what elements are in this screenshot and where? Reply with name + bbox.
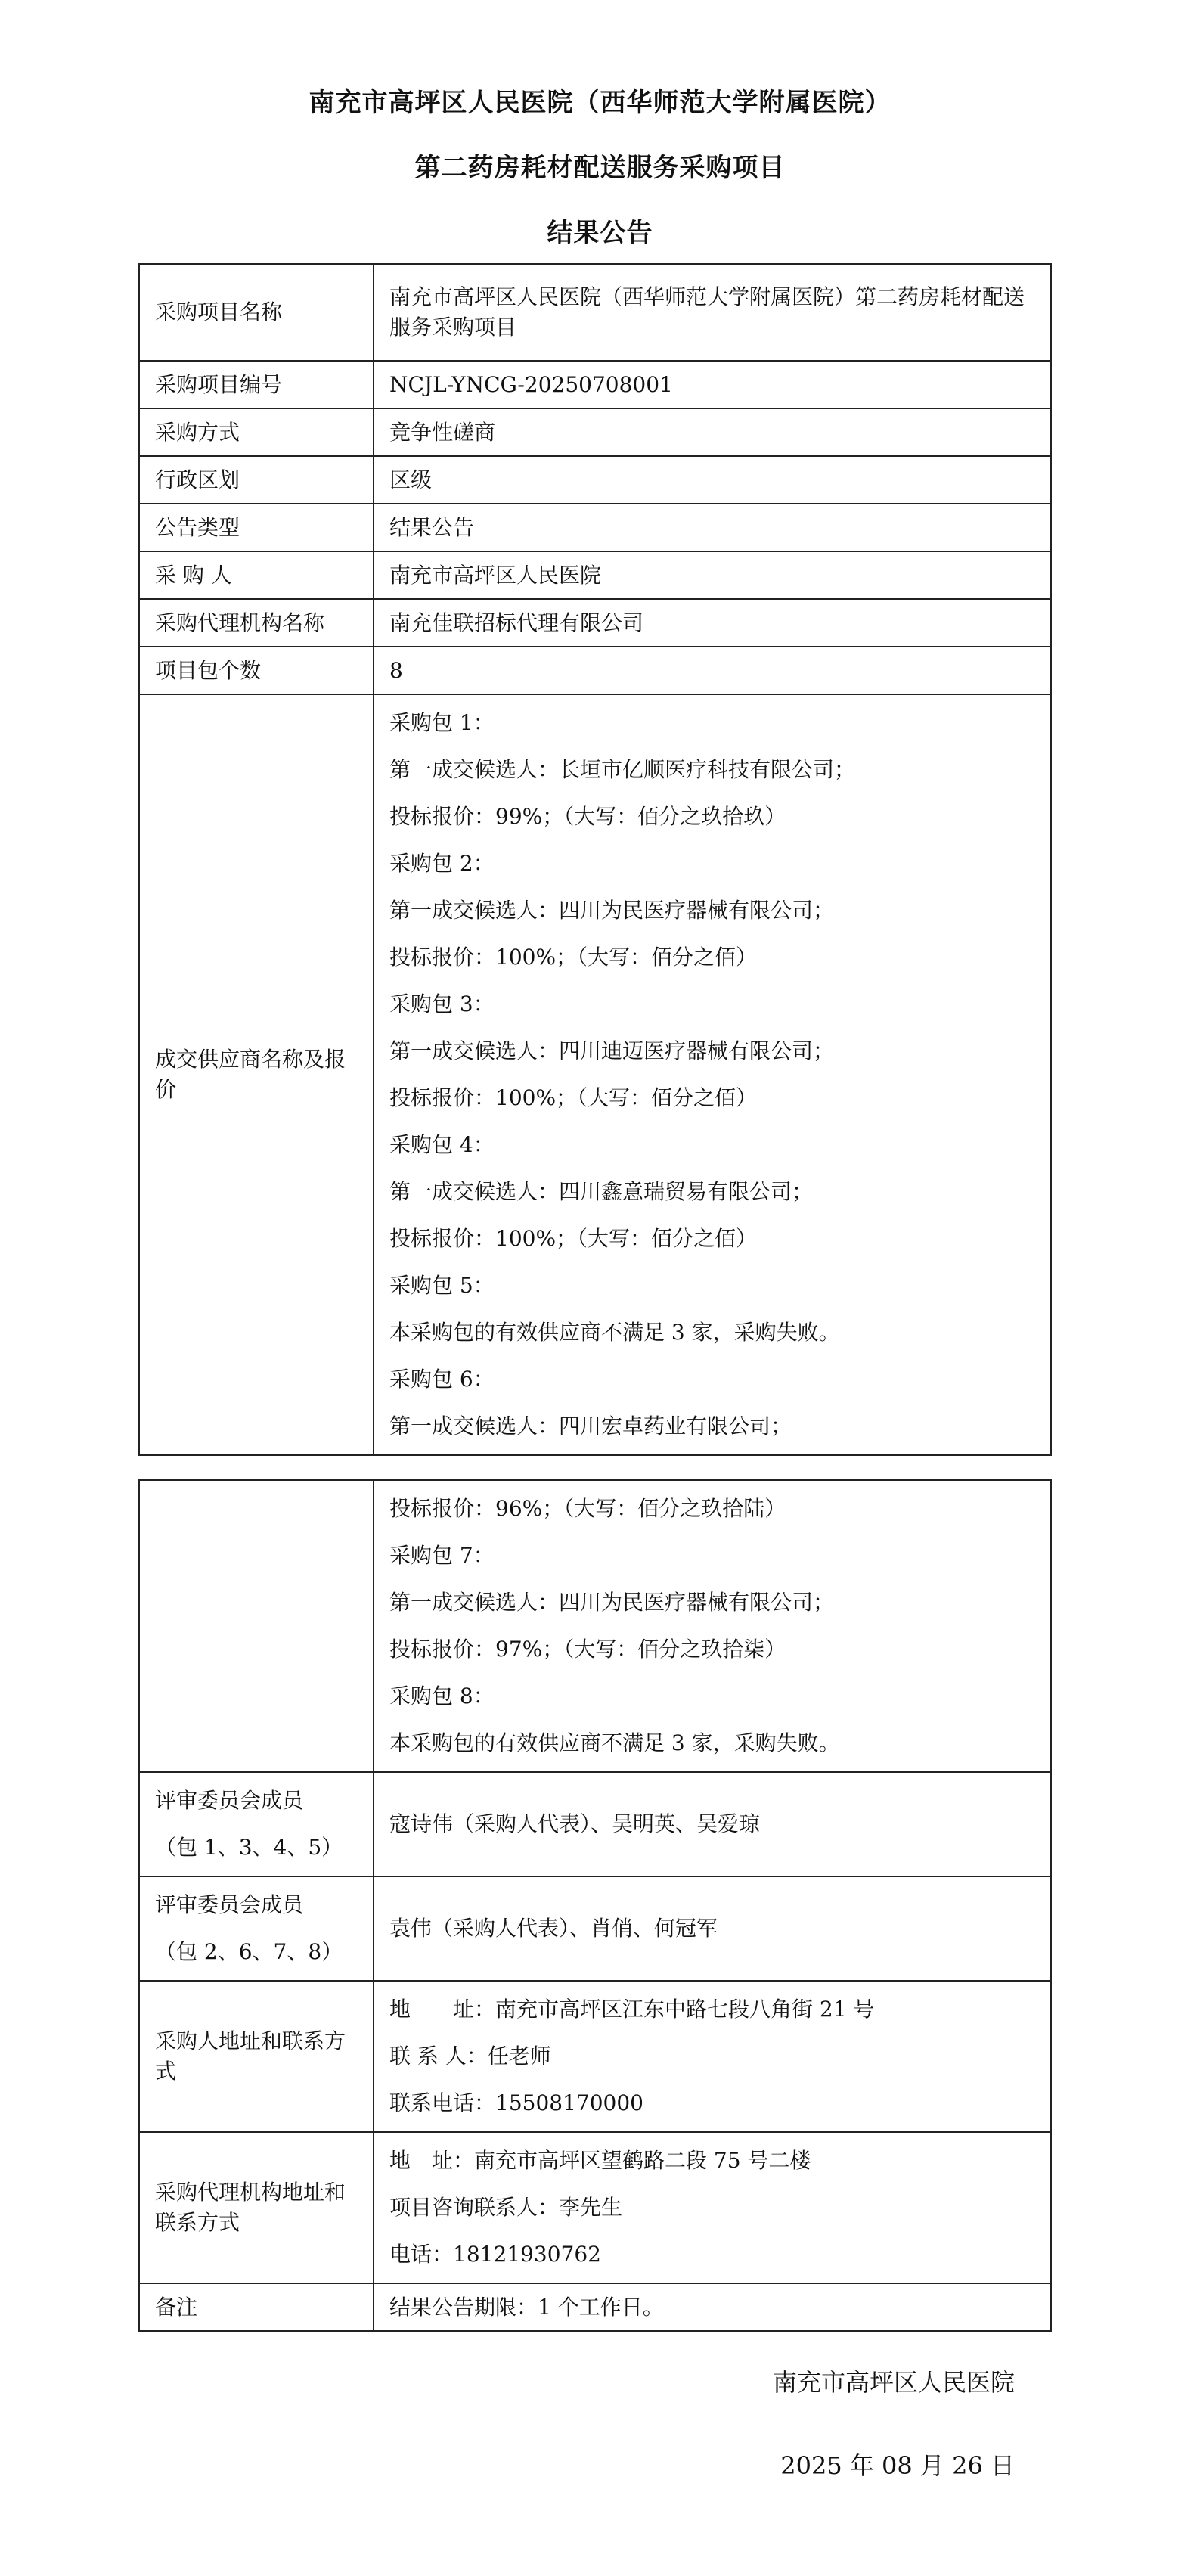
table-row: [139, 1981, 1051, 2132]
notice-type-label: 公告类型: [139, 504, 374, 551]
table-row: [139, 1480, 1051, 1772]
notice-type-value: 结果公告: [374, 504, 1051, 551]
supplier-line: 第一成交候选人：四川迪迈医疗器械有限公司；: [389, 1038, 835, 1063]
supplier-line: 采购包 7：: [389, 1543, 495, 1568]
method-label: 采购方式: [139, 408, 374, 456]
supplier-line: 投标报价：100%；（大写：佰分之佰）: [389, 945, 758, 970]
committee-1-label-title: 评审委员会成员: [155, 1788, 304, 1813]
supplier-line: 本采购包的有效供应商不满足 3 家，采购失败。: [389, 1730, 840, 1755]
supplier-line: 采购包 3：: [389, 992, 495, 1016]
table-row: [139, 551, 1051, 599]
agency-contact-person: 项目咨询联系人：李先生: [389, 2195, 623, 2220]
supplier-line: 第一成交候选人：长垣市亿顺医疗科技有限公司；: [389, 757, 856, 782]
supplier-line: 采购包 4：: [389, 1132, 495, 1157]
table-row: [139, 361, 1051, 408]
region-label: 行政区划: [139, 456, 374, 504]
committee-1-value: 寇诗伟（采购人代表）、吴明英、吴爱琼: [374, 1772, 1051, 1876]
issuer-signature: 南充市高坪区人民医院: [772, 2368, 1015, 2397]
table-row: [139, 599, 1051, 647]
supplier-line: 投标报价：97%；（大写：佰分之玖拾柒）: [389, 1637, 786, 1662]
agency-phone: 电话：18121930762: [389, 2242, 601, 2267]
supplier-line: 投标报价：99%；（大写：佰分之玖拾玖）: [389, 804, 786, 829]
supplier-line: 第一成交候选人：四川鑫意瑞贸易有限公司；: [389, 1179, 814, 1204]
purchaser-contact-value: [374, 1981, 1051, 2132]
purchaser-label: 采 购 人: [139, 551, 374, 599]
project-no-label: 采购项目编号: [139, 361, 374, 408]
package-count-value: 8: [374, 647, 1051, 694]
agency-label: 采购代理机构名称: [139, 599, 374, 647]
document-title-line2: 第二药房耗材配送服务采购项目: [414, 153, 786, 183]
table-row: [139, 456, 1051, 504]
project-no-value: NCJL-YNCG-20250708001: [374, 361, 1051, 408]
table-row: [139, 2132, 1051, 2283]
purchaser-address: 地 址：南充市高坪区江东中路七段八角街 21 号: [389, 1997, 875, 2022]
remark-value: 结果公告期限：1 个工作日。: [374, 2283, 1051, 2331]
supplier-line: 采购包 1：: [389, 710, 495, 735]
supplier-line: 采购包 6：: [389, 1367, 495, 1392]
supplier-line: 第一成交候选人：四川宏卓药业有限公司；: [389, 1414, 792, 1439]
table-row: [139, 504, 1051, 551]
announcement-table-part2: [138, 1479, 1052, 2332]
agency-address: 地 址：南充市高坪区望鹤路二段 75 号二楼: [389, 2148, 811, 2173]
supplier-label: 成交供应商名称及报价: [139, 694, 374, 1455]
supplier-line: 第一成交候选人：四川为民医疗器械有限公司；: [389, 1590, 835, 1615]
supplier-line: 投标报价：96%；（大写：佰分之玖拾陆）: [389, 1496, 786, 1521]
supplier-line: 采购包 2：: [389, 851, 495, 876]
committee-2-label: [139, 1876, 374, 1981]
table-row: [139, 694, 1051, 1455]
project-name-label: 采购项目名称: [139, 264, 374, 361]
table-row: [139, 264, 1051, 361]
region-value: 区级: [374, 456, 1051, 504]
agency-value: 南充佳联招标代理有限公司: [374, 599, 1051, 647]
announcement-table-part1: [138, 263, 1052, 1456]
table-row: [139, 2283, 1051, 2331]
agency-contact-value: [374, 2132, 1051, 2283]
committee-2-label-packages: （包 2、6、7、8）: [155, 1939, 343, 1964]
purchaser-contact-label: 采购人地址和联系方式: [139, 1981, 374, 2132]
document-title-line3: 结果公告: [547, 218, 653, 248]
committee-1-label-packages: （包 1、3、4、5）: [155, 1835, 343, 1860]
purchaser-contact-person: 联 系 人：任老师: [389, 2044, 551, 2069]
supplier-line: 采购包 5：: [389, 1273, 495, 1298]
issue-date: 2025 年 08 月 26 日: [780, 2451, 1015, 2480]
supplier-line: 采购包 8：: [389, 1684, 495, 1709]
project-name-value: 南充市高坪区人民医院（西华师范大学附属医院）第二药房耗材配送服务采购项目: [374, 264, 1051, 361]
supplier-list-continued: [374, 1480, 1051, 1772]
method-value: 竞争性磋商: [374, 408, 1051, 456]
supplier-line: 投标报价：100%；（大写：佰分之佰）: [389, 1226, 758, 1251]
supplier-label-continued: [139, 1480, 374, 1772]
supplier-line: 本采购包的有效供应商不满足 3 家，采购失败。: [389, 1320, 840, 1345]
purchaser-phone: 联系电话：15508170000: [389, 2090, 643, 2115]
document-title-line1: 南充市高坪区人民医院（西华师范大学附属医院）: [309, 88, 891, 118]
table-row: [139, 647, 1051, 694]
supplier-line: 第一成交候选人：四川为民医疗器械有限公司；: [389, 898, 835, 923]
package-count-label: 项目包个数: [139, 647, 374, 694]
committee-1-label: [139, 1772, 374, 1876]
remark-label: 备注: [139, 2283, 374, 2331]
table-row: [139, 408, 1051, 456]
committee-2-value: 袁伟（采购人代表）、肖俏、何冠军: [374, 1876, 1051, 1981]
agency-contact-label: 采购代理机构地址和联系方式: [139, 2132, 374, 2283]
supplier-line: 投标报价：100%；（大写：佰分之佰）: [389, 1085, 758, 1110]
table-row: [139, 1772, 1051, 1876]
committee-2-label-title: 评审委员会成员: [155, 1892, 304, 1917]
supplier-list: [374, 694, 1051, 1455]
table-row: [139, 1876, 1051, 1981]
purchaser-value: 南充市高坪区人民医院: [374, 551, 1051, 599]
